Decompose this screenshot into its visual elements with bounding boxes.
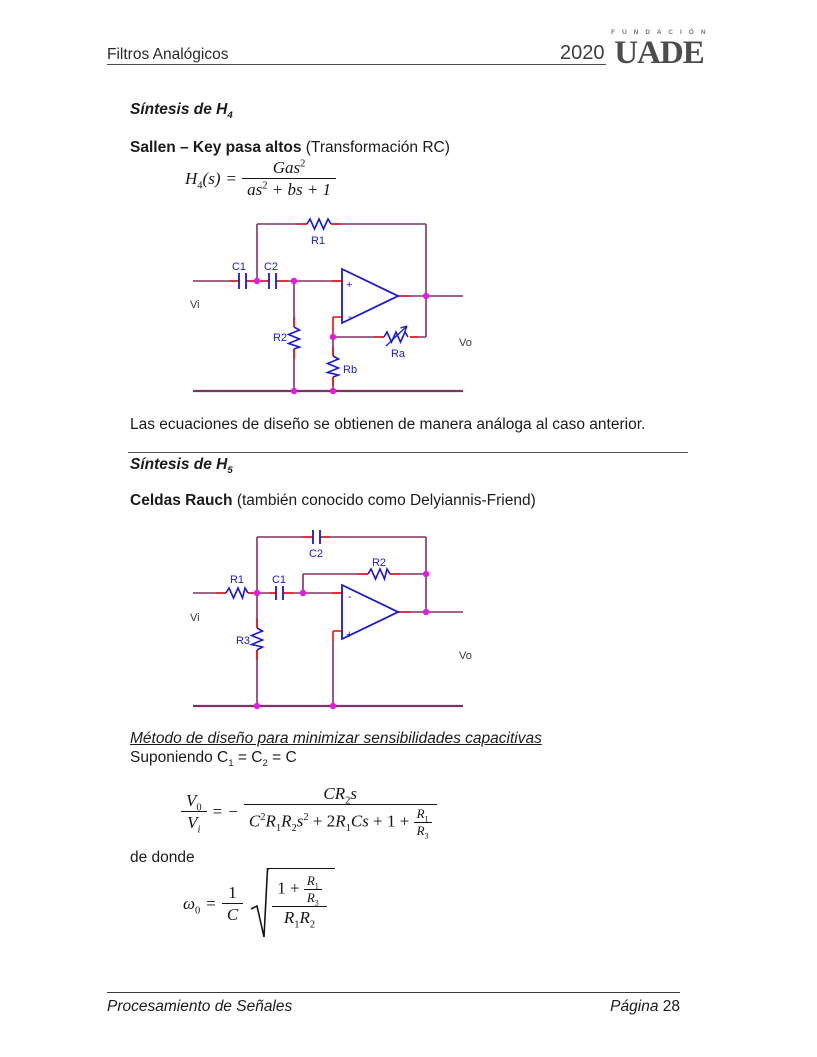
- capacitor-c1: [276, 586, 283, 600]
- h4-subscript: 4: [227, 110, 233, 122]
- resistor-r3: [252, 628, 263, 650]
- resistor-r2: [368, 569, 390, 579]
- formula-h4: [185, 158, 336, 200]
- uade-logo: [611, 29, 707, 70]
- equals-sign: =: [226, 169, 237, 188]
- label-vi: Vi: [190, 612, 200, 624]
- formula-h4-fraction: $\frac{Gas^2}{as^2 + bs + 1}$: [242, 158, 336, 200]
- footer-rule: [107, 992, 680, 993]
- opamp-minus-input: -: [348, 591, 352, 603]
- header-title: Filtros Analógicos: [107, 46, 229, 63]
- equals-sign: =: [212, 801, 223, 821]
- circuit1-wires: [193, 224, 463, 391]
- resistor-r2: [289, 327, 300, 349]
- capacitor-c1: [239, 273, 246, 289]
- assumption-line: Suponiendo $C_1 = C_2 = C$: [130, 749, 297, 770]
- circuit2-port-labels: [190, 612, 472, 662]
- label-vo: Vo: [459, 337, 472, 349]
- note-paragraph: Las ecuaciones de diseño se obtienen de manera análoga al caso anterior.: [130, 416, 646, 433]
- label-r2: R2: [371, 557, 387, 569]
- label-r1: R1: [310, 235, 326, 247]
- square-root: [249, 866, 335, 942]
- header-rule: [107, 64, 606, 65]
- label-vo: Vo: [459, 650, 472, 662]
- footer-course-name: Procesamiento de Señales: [107, 998, 293, 1015]
- formula-transfer-function: [181, 784, 437, 839]
- resistor-r1: [307, 219, 331, 229]
- section-subtitle-rauch: Celdas Rauch (también conocido como Delyiannis-Friend): [130, 492, 536, 509]
- section-subtitle-sallenkey: Sallen – Key pasa altos (Transformación RC): [130, 139, 450, 156]
- equals-sign: =: [206, 894, 216, 913]
- radicand: 1 + $\frac{R_1}{R_3}$ $R_1R_2$: [267, 868, 335, 928]
- logo-uade-text: UADE: [614, 35, 704, 71]
- tf-lhs-fraction: $\frac{V_0}{V_i}$: [181, 791, 207, 833]
- capacitor-c2: [313, 530, 320, 544]
- section-title-h4: Síntesis de $H_4$: [130, 101, 233, 122]
- formula-omega0: [183, 866, 335, 942]
- section-title-h5: Síntesis de $H_5$: [130, 456, 233, 477]
- de-donde-text: de donde: [130, 849, 195, 866]
- method-heading: Método de diseño para minimizar sensibilidades capacitivas: [130, 730, 542, 747]
- resistor-r1: [226, 588, 248, 598]
- opamp-plus-input: +: [346, 629, 353, 641]
- sallen-key-highpass-schematic: [188, 214, 480, 400]
- formula-h4-lhs: $H_4(s)$: [185, 169, 221, 192]
- omega-nested-fraction: $\frac{R_1}{R_3}$: [304, 873, 322, 906]
- opamp-plus-input: +: [346, 279, 353, 291]
- label-r1: R1: [229, 574, 245, 586]
- label-c2: C2: [263, 261, 279, 273]
- h5-subscript: 5: [227, 465, 233, 477]
- section-divider: [128, 452, 688, 453]
- label-c2: C2: [308, 548, 324, 560]
- rauch-cell-schematic: [188, 528, 480, 714]
- label-c1: C1: [271, 574, 287, 586]
- capacitor-c2: [269, 273, 276, 289]
- one-over-c-fraction: $\frac{1}{C}$: [222, 883, 243, 925]
- label-r2: R2: [272, 332, 287, 344]
- resistor-rb: [328, 356, 339, 377]
- label-r3: R3: [235, 635, 250, 647]
- minus-sign: −: [228, 801, 238, 821]
- circuit1-port-labels: [190, 299, 472, 349]
- omega0-lhs: $\omega_0$: [183, 894, 201, 917]
- label-c1: C1: [231, 261, 247, 273]
- tf-rhs-fraction: $CR_2s$ $C^2R_1R_2s^2 + 2R_1Cs + 1$ + $\frac{R_1}{R_3}$: [244, 784, 437, 839]
- opamp-minus-input: -: [348, 311, 352, 323]
- label-rb: Rb: [343, 364, 358, 376]
- header-year: 2020: [560, 42, 605, 64]
- radical-sign: [249, 866, 269, 942]
- circuit2-wires: [193, 537, 463, 706]
- footer-page-number: Página 28: [610, 998, 680, 1015]
- label-ra: Ra: [390, 348, 406, 360]
- tf-nested-fraction: $\frac{R_1}{R_3}$: [414, 806, 432, 839]
- label-vi: Vi: [190, 299, 200, 311]
- logo-fundacion-text: F U N D A C I Ó N: [611, 29, 709, 36]
